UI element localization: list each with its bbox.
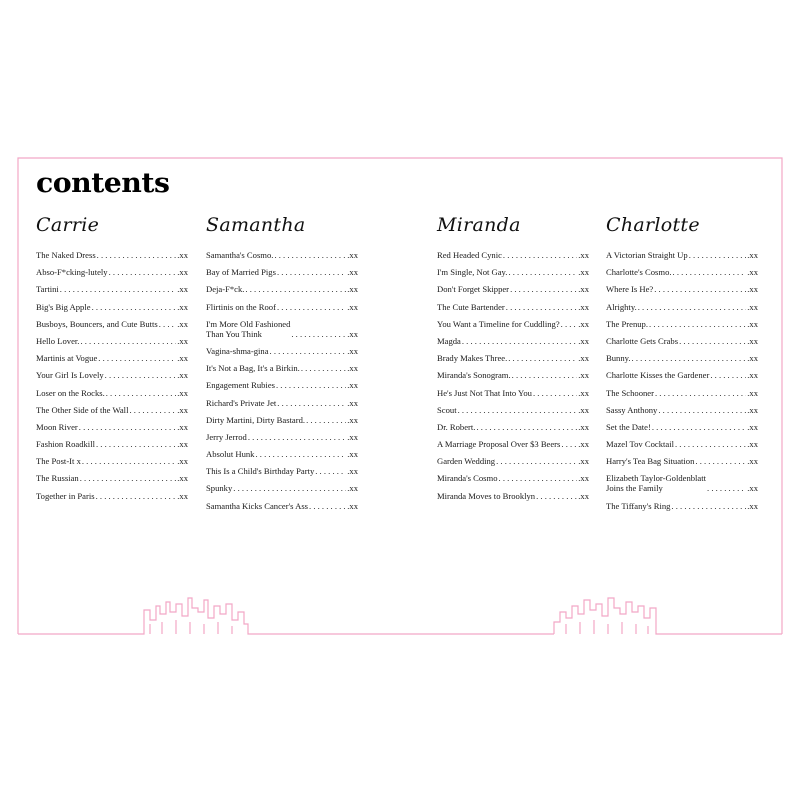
entry-title: Dr. Robert. bbox=[437, 421, 476, 432]
toc-entry bbox=[206, 250, 358, 260]
page-number: .xx bbox=[347, 250, 358, 260]
entry-title: Mazel Tov Cocktail bbox=[606, 439, 674, 450]
dot-leader bbox=[632, 353, 747, 363]
toc-entry bbox=[437, 336, 589, 346]
entry-title: Vagina-shma-gina bbox=[206, 345, 269, 356]
entry-title: The Naked Dress bbox=[36, 250, 96, 260]
column-miranda bbox=[437, 210, 589, 508]
dot-leader bbox=[274, 250, 346, 260]
page-number: .xx bbox=[347, 449, 358, 460]
dot-leader bbox=[277, 302, 346, 312]
column-carrie bbox=[36, 210, 188, 508]
entry-title: A Victorian Straight Up bbox=[606, 250, 688, 260]
column-charlotte bbox=[606, 210, 758, 518]
column-samantha bbox=[206, 210, 358, 518]
page-number: .xx bbox=[177, 490, 188, 501]
entry-title: Flirtinis on the Roof bbox=[206, 301, 276, 312]
toc-entry bbox=[206, 319, 358, 339]
dot-leader bbox=[679, 336, 746, 346]
entry-title: It's Not a Bag, It's a Birkin. bbox=[206, 363, 300, 374]
dot-leader bbox=[654, 284, 746, 294]
entry-title: Miranda's Cosmo bbox=[437, 473, 498, 484]
column-heading: Samantha bbox=[206, 214, 306, 236]
page-number: .xx bbox=[177, 250, 188, 260]
entry-title: Abso-F*cking-lutely bbox=[36, 267, 108, 278]
dot-leader bbox=[109, 267, 177, 277]
page-number: .xx bbox=[347, 466, 358, 477]
toc-list bbox=[206, 250, 358, 511]
dot-leader bbox=[675, 439, 746, 449]
page-number: .xx bbox=[747, 483, 758, 494]
toc-entry bbox=[606, 336, 758, 346]
dot-leader bbox=[458, 405, 578, 415]
entry-title: Alrighty. bbox=[606, 301, 637, 312]
page-number: .xx bbox=[177, 439, 188, 450]
toc-entry bbox=[206, 284, 358, 294]
entry-title: Samantha's Cosmo. bbox=[206, 250, 274, 260]
page-number: .xx bbox=[578, 284, 589, 295]
page-number: .xx bbox=[347, 301, 358, 312]
dot-leader bbox=[508, 267, 577, 277]
dot-leader bbox=[649, 319, 746, 329]
entry-title: The Post-It x bbox=[36, 456, 81, 467]
page-number: .xx bbox=[747, 456, 758, 467]
toc-entry bbox=[206, 267, 358, 277]
toc-entry bbox=[36, 250, 188, 260]
page-number: .xx bbox=[578, 387, 589, 398]
page-number: .xx bbox=[347, 431, 358, 442]
toc-entry bbox=[206, 466, 358, 476]
entry-title: Don't Forget Skipper bbox=[437, 284, 510, 295]
entry-title: This Is a Child's Birthday Party bbox=[206, 466, 315, 477]
toc-entry bbox=[36, 336, 188, 346]
page-number: .xx bbox=[177, 473, 188, 484]
dot-leader bbox=[245, 284, 346, 294]
dot-leader bbox=[510, 284, 577, 294]
page-number: .xx bbox=[578, 439, 589, 450]
toc-entry bbox=[36, 370, 188, 380]
dot-leader bbox=[106, 388, 177, 398]
entry-title: Miranda's Sonogram. bbox=[437, 370, 511, 381]
toc-entry bbox=[606, 456, 758, 466]
page-number: .xx bbox=[347, 363, 358, 374]
dot-leader bbox=[82, 456, 176, 466]
page-number: .xx bbox=[747, 421, 758, 432]
toc-entry bbox=[437, 302, 589, 312]
dot-leader bbox=[129, 405, 176, 415]
entry-title: Fashion Roadkill bbox=[36, 439, 95, 450]
entry-title: Brady Makes Three. bbox=[437, 353, 508, 364]
page-number: .xx bbox=[347, 284, 358, 295]
entry-title: Harry's Tea Bag Situation bbox=[606, 456, 695, 467]
dot-leader bbox=[499, 473, 578, 483]
dot-leader bbox=[97, 250, 177, 260]
toc-entry bbox=[206, 398, 358, 408]
toc-list bbox=[36, 250, 188, 501]
entry-title: Garden Wedding bbox=[437, 456, 496, 467]
entry-title: Samantha Kicks Cancer's Ass bbox=[206, 500, 309, 511]
toc-entry bbox=[606, 473, 758, 493]
entry-title: I'm Single, Not Gay. bbox=[437, 267, 508, 278]
toc-entry bbox=[437, 491, 589, 501]
column-heading: Carrie bbox=[36, 214, 100, 236]
toc-entry bbox=[606, 439, 758, 449]
dot-leader bbox=[561, 319, 578, 329]
page-number: .xx bbox=[578, 370, 589, 381]
dot-leader bbox=[98, 353, 176, 363]
toc-entry bbox=[606, 388, 758, 398]
entry-title: The Cute Bartender bbox=[437, 301, 505, 312]
entry-title: Martinis at Vogue bbox=[36, 353, 98, 364]
toc-entry bbox=[36, 319, 188, 329]
entry-title: Elizabeth Taylor-Goldenblatt Joins the Family bbox=[606, 473, 707, 494]
toc-entry bbox=[36, 473, 188, 483]
page-number: .xx bbox=[578, 335, 589, 346]
page-number: .xx bbox=[747, 404, 758, 415]
entry-title: The Prenup. bbox=[606, 318, 649, 329]
entry-title: I'm More Old Fashioned Than You Think bbox=[206, 318, 291, 339]
toc-entry bbox=[206, 432, 358, 442]
dot-leader bbox=[306, 415, 346, 425]
entry-title: You Want a Timeline for Cuddling? bbox=[437, 318, 560, 329]
dot-leader bbox=[276, 380, 346, 390]
entry-title: Magda bbox=[437, 335, 461, 346]
page-number: .xx bbox=[177, 267, 188, 278]
page-number: .xx bbox=[578, 353, 589, 364]
toc-entry bbox=[606, 370, 758, 380]
toc-entry bbox=[36, 302, 188, 312]
toc-entry bbox=[36, 422, 188, 432]
page-number: .xx bbox=[747, 284, 758, 295]
page-number: .xx bbox=[347, 345, 358, 356]
toc-list bbox=[606, 250, 758, 511]
entry-title: Red Headed Cynic bbox=[437, 250, 502, 260]
page-number: .xx bbox=[747, 250, 758, 260]
toc-entry bbox=[206, 302, 358, 312]
page-number: .xx bbox=[177, 284, 188, 295]
dot-leader bbox=[92, 302, 177, 312]
toc-entry bbox=[606, 422, 758, 432]
dot-leader bbox=[533, 388, 577, 398]
dot-leader bbox=[105, 370, 177, 380]
entry-title: Big's Big Apple bbox=[36, 301, 91, 312]
dot-leader bbox=[277, 267, 346, 277]
page-number: .xx bbox=[177, 387, 188, 398]
dot-leader bbox=[277, 398, 346, 408]
toc-entry bbox=[606, 284, 758, 294]
toc-entry bbox=[36, 491, 188, 501]
page-number: .xx bbox=[177, 421, 188, 432]
dot-leader bbox=[255, 449, 346, 459]
toc-entry bbox=[606, 319, 758, 329]
page-number: .xx bbox=[747, 370, 758, 381]
dot-leader bbox=[673, 267, 747, 277]
page-number: .xx bbox=[347, 414, 358, 425]
page-number: .xx bbox=[177, 370, 188, 381]
entry-title: Scout bbox=[437, 404, 457, 415]
page-number: .xx bbox=[177, 335, 188, 346]
page-number: .xx bbox=[578, 404, 589, 415]
page-number: .xx bbox=[347, 483, 358, 494]
toc-entry bbox=[437, 267, 589, 277]
entry-title: The Schooner bbox=[606, 387, 654, 398]
entry-title: Charlotte's Cosmo. bbox=[606, 267, 672, 278]
page-number: .xx bbox=[747, 353, 758, 364]
toc-entry bbox=[437, 250, 589, 260]
entry-title: Charlotte Gets Crabs bbox=[606, 335, 679, 346]
toc-entry bbox=[437, 353, 589, 363]
toc-entry bbox=[206, 346, 358, 356]
page-number: .xx bbox=[578, 318, 589, 329]
dot-leader bbox=[315, 466, 346, 476]
toc-entry bbox=[437, 405, 589, 415]
dot-leader bbox=[60, 284, 176, 294]
entry-title: Absolut Hunk bbox=[206, 449, 255, 460]
dot-leader bbox=[80, 336, 176, 346]
entry-title: Together in Paris bbox=[36, 490, 95, 501]
page-number: .xx bbox=[747, 301, 758, 312]
dot-leader bbox=[248, 432, 346, 442]
page-number: .xx bbox=[578, 421, 589, 432]
dot-leader bbox=[638, 302, 747, 312]
column-heading: Miranda bbox=[437, 214, 521, 236]
entry-title: Hello Lover. bbox=[36, 335, 80, 346]
page-number: .xx bbox=[578, 490, 589, 501]
page-number: .xx bbox=[177, 353, 188, 364]
toc-entry bbox=[437, 422, 589, 432]
entry-title: The Russian bbox=[36, 473, 79, 484]
toc-entry bbox=[206, 449, 358, 459]
dot-leader bbox=[689, 250, 747, 260]
toc-entry bbox=[206, 363, 358, 373]
page-number: .xx bbox=[747, 439, 758, 450]
toc-entry bbox=[437, 284, 589, 294]
page-number: .xx bbox=[578, 267, 589, 278]
entry-title: Engagement Rubies bbox=[206, 380, 275, 391]
dot-leader bbox=[655, 388, 746, 398]
toc-entry bbox=[206, 380, 358, 390]
page-number: .xx bbox=[347, 267, 358, 278]
page-number: .xx bbox=[347, 380, 358, 391]
toc-entry bbox=[437, 370, 589, 380]
dot-leader bbox=[508, 353, 577, 363]
toc-entry bbox=[36, 267, 188, 277]
entry-title: Dirty Martini, Dirty Bastard. bbox=[206, 414, 306, 425]
dot-leader bbox=[79, 422, 176, 432]
toc-entry bbox=[36, 388, 188, 398]
entry-title: The Tiffany's Ring bbox=[606, 500, 671, 511]
page-number: .xx bbox=[177, 301, 188, 312]
toc-entry bbox=[206, 415, 358, 425]
page-number: .xx bbox=[177, 456, 188, 467]
entry-title: Your Girl Is Lovely bbox=[36, 370, 104, 381]
entry-title: Bay of Married Pigs bbox=[206, 267, 276, 278]
dot-leader bbox=[503, 250, 577, 260]
toc-list bbox=[437, 250, 589, 501]
dot-leader bbox=[80, 473, 177, 483]
entry-title: Miranda Moves to Brooklyn bbox=[437, 490, 536, 501]
toc-entry bbox=[206, 501, 358, 511]
toc-entry bbox=[606, 267, 758, 277]
dot-leader bbox=[671, 501, 746, 511]
toc-entry bbox=[36, 353, 188, 363]
page-number: .xx bbox=[747, 335, 758, 346]
toc-entry bbox=[36, 405, 188, 415]
page-number: .xx bbox=[747, 387, 758, 398]
entry-title: Spunky bbox=[206, 483, 233, 494]
toc-entry bbox=[606, 405, 758, 415]
page-number: .xx bbox=[578, 456, 589, 467]
dot-leader bbox=[561, 439, 577, 449]
entry-title: Richard's Private Jet bbox=[206, 397, 277, 408]
dot-leader bbox=[462, 336, 577, 346]
page-number: .xx bbox=[347, 397, 358, 408]
toc-entry bbox=[437, 456, 589, 466]
entry-title: A Marriage Proposal Over $3 Beers bbox=[437, 439, 561, 450]
dot-leader bbox=[658, 405, 746, 415]
entry-title: Set the Date! bbox=[606, 421, 651, 432]
toc-entry bbox=[437, 319, 589, 329]
page-number: .xx bbox=[177, 404, 188, 415]
dot-leader bbox=[652, 422, 746, 432]
toc-entry bbox=[36, 439, 188, 449]
dot-leader bbox=[512, 370, 578, 380]
entry-title: Sassy Anthony bbox=[606, 404, 658, 415]
page-number: .xx bbox=[578, 473, 589, 484]
page-number: .xx bbox=[578, 301, 589, 312]
entry-title: The Other Side of the Wall bbox=[36, 404, 129, 415]
toc-entry bbox=[437, 439, 589, 449]
dot-leader bbox=[309, 501, 346, 511]
entry-title: Tartini bbox=[36, 284, 59, 295]
page-number: .xx bbox=[347, 328, 358, 339]
toc-entry bbox=[606, 302, 758, 312]
toc-entry bbox=[206, 483, 358, 493]
toc-entry bbox=[606, 501, 758, 511]
dot-leader bbox=[506, 302, 577, 312]
entry-title: He's Just Not That Into You bbox=[437, 387, 532, 398]
entry-title: Deja-F*ck. bbox=[206, 284, 245, 295]
entry-title: Where Is He? bbox=[606, 284, 654, 295]
page-number: .xx bbox=[177, 318, 188, 329]
dot-leader bbox=[96, 491, 177, 501]
entry-title: Jerry Jerrod bbox=[206, 431, 247, 442]
column-heading: Charlotte bbox=[606, 214, 700, 236]
dot-leader bbox=[96, 439, 176, 449]
dot-leader bbox=[301, 363, 346, 373]
toc-entry bbox=[606, 353, 758, 363]
page-number: .xx bbox=[747, 267, 758, 278]
dot-leader bbox=[291, 329, 346, 339]
dot-leader bbox=[233, 483, 346, 493]
entry-title: Loser on the Rocks. bbox=[36, 387, 105, 398]
entry-title: Bunny. bbox=[606, 353, 631, 364]
page-number: .xx bbox=[747, 318, 758, 329]
entry-title: Busboys, Bouncers, and Cute Butts bbox=[36, 318, 158, 329]
entry-title: Moon River bbox=[36, 421, 78, 432]
dot-leader bbox=[159, 319, 177, 329]
toc-entry bbox=[437, 473, 589, 483]
page-number: .xx bbox=[347, 500, 358, 511]
page-number: .xx bbox=[747, 500, 758, 511]
dot-leader bbox=[496, 456, 577, 466]
dot-leader bbox=[536, 491, 577, 501]
contents-title: contents bbox=[36, 168, 170, 199]
dot-leader bbox=[476, 422, 577, 432]
dot-leader bbox=[695, 456, 746, 466]
dot-leader bbox=[710, 370, 746, 380]
toc-entry bbox=[36, 284, 188, 294]
toc-entry bbox=[437, 388, 589, 398]
toc-entry bbox=[606, 250, 758, 260]
entry-title: Charlotte Kisses the Gardener bbox=[606, 370, 710, 381]
toc-entry bbox=[36, 456, 188, 466]
dot-leader bbox=[707, 483, 746, 493]
page-number: .xx bbox=[578, 250, 589, 260]
dot-leader bbox=[270, 346, 347, 356]
